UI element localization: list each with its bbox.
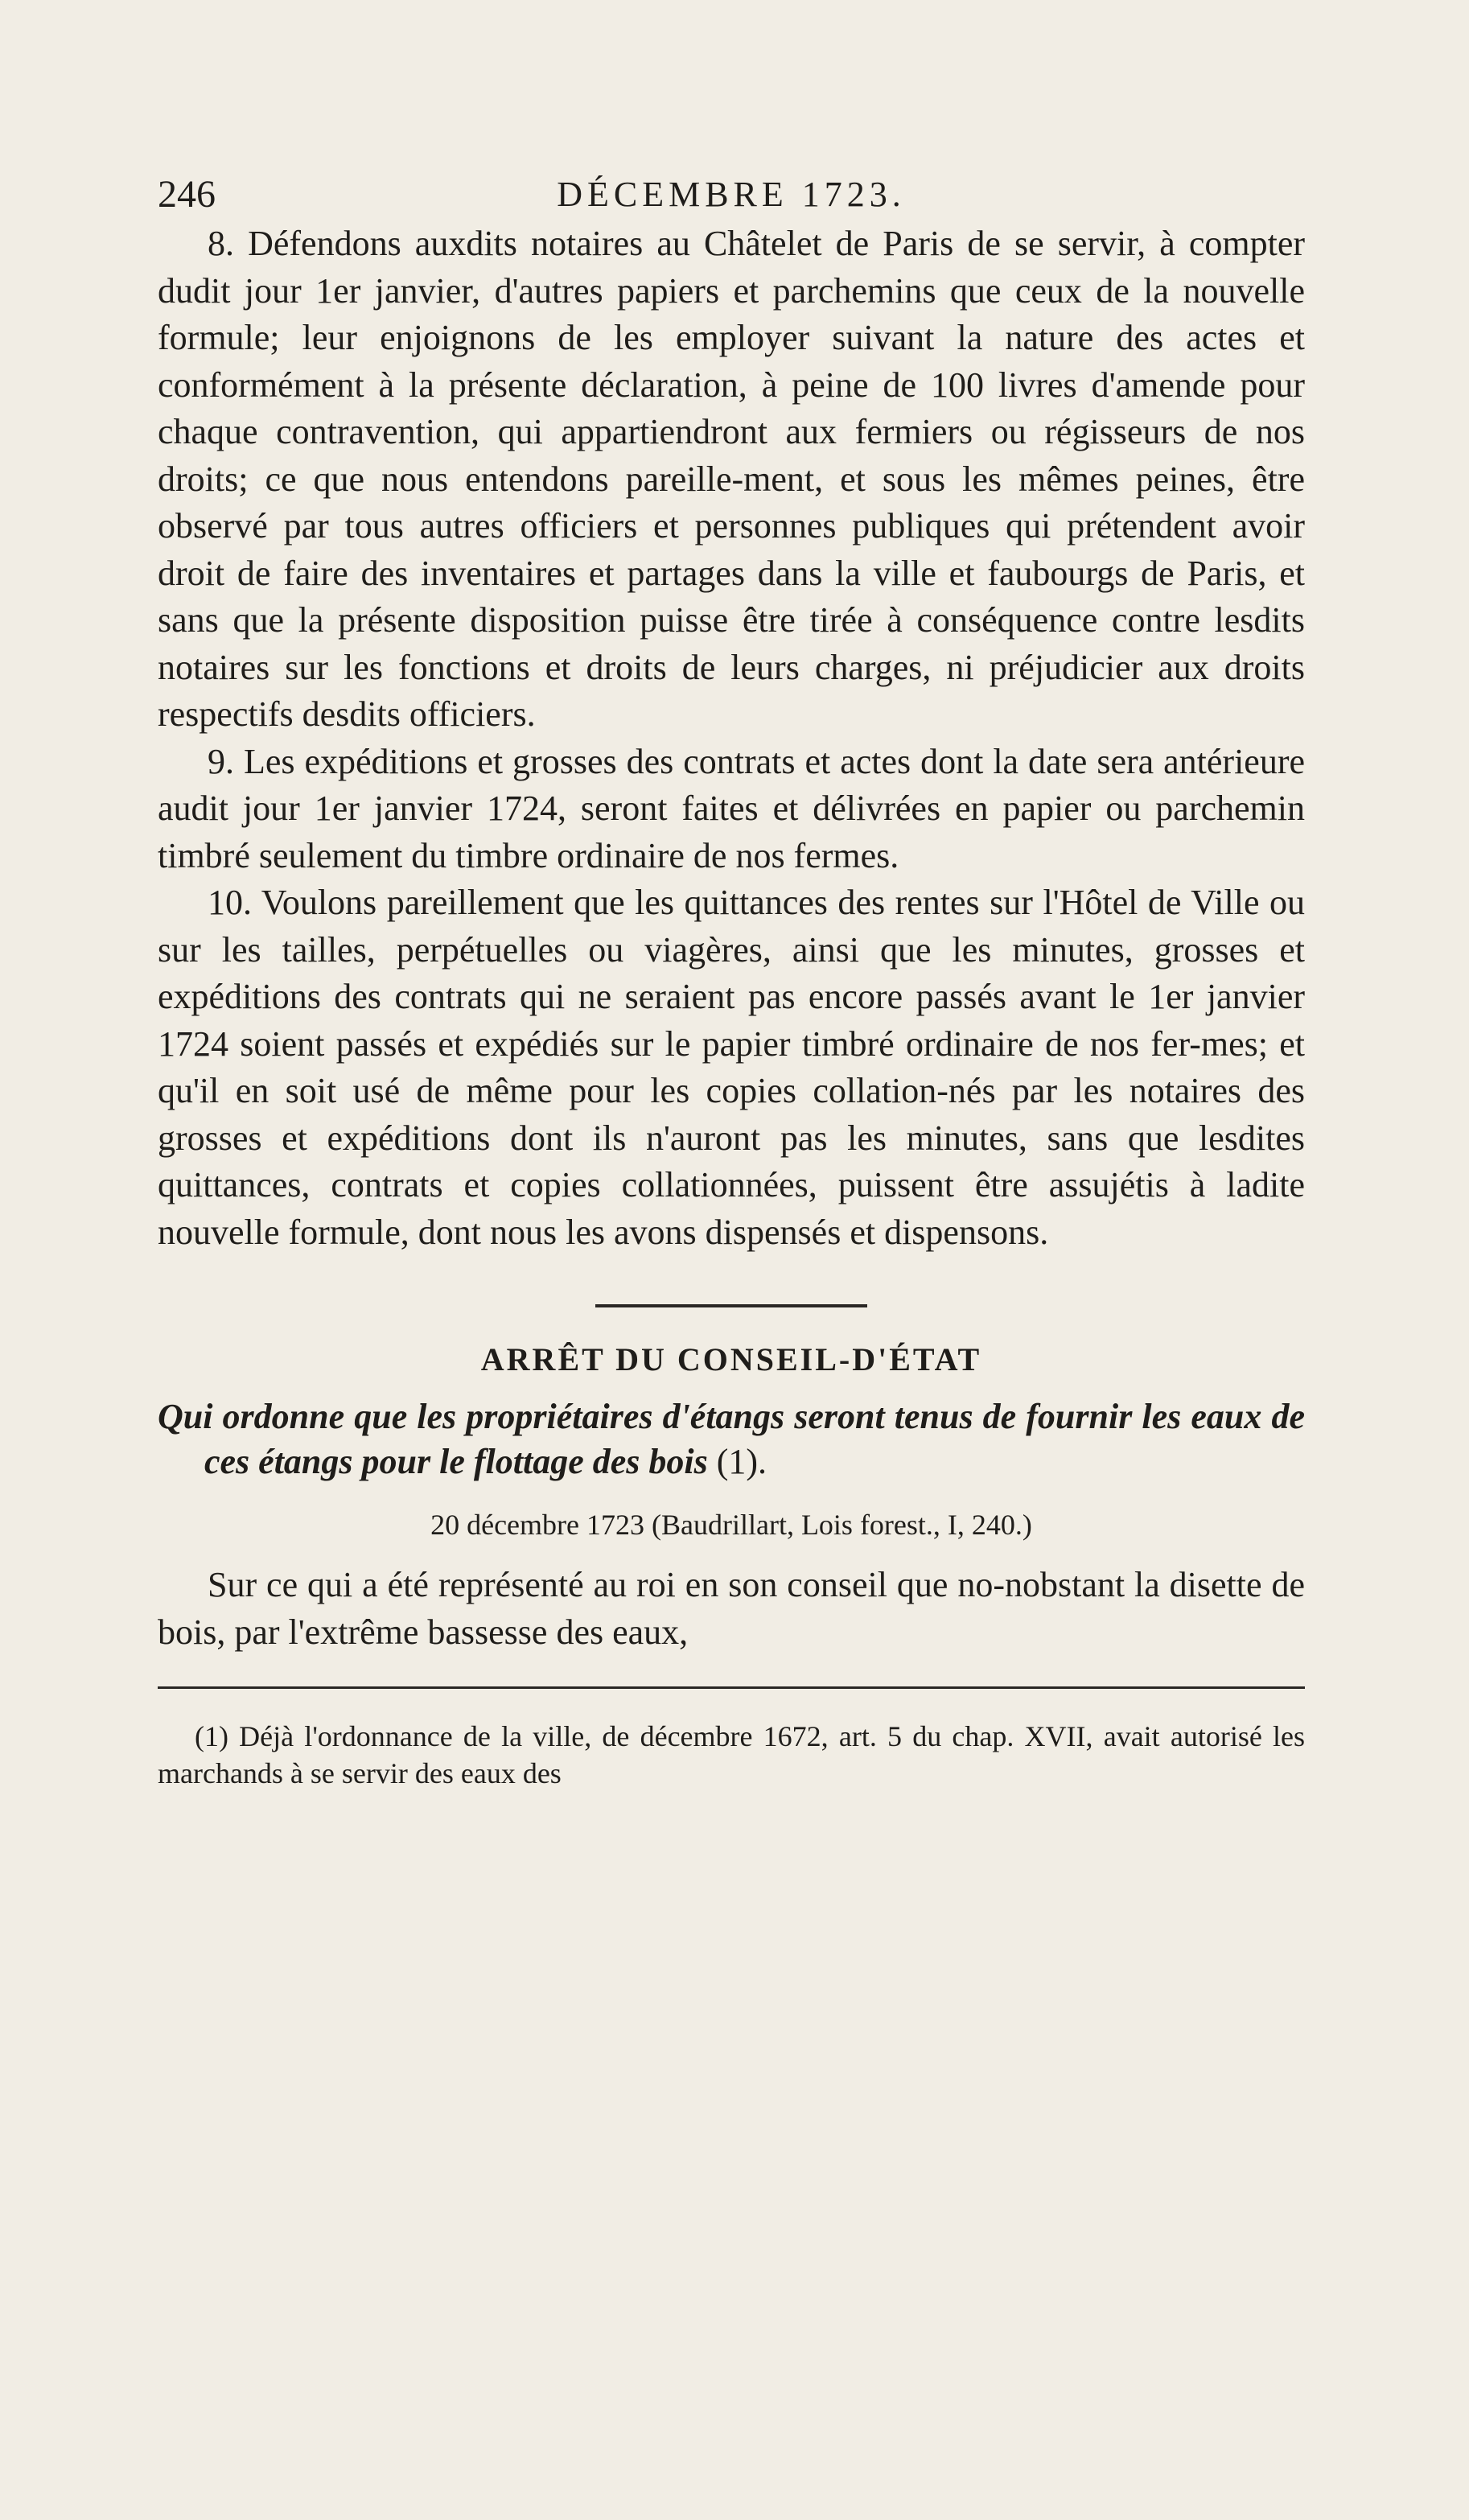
page-number: 246	[158, 173, 216, 216]
arret-first-paragraph: Sur ce qui a été représenté au roi en son conseil que no-nobstant la disette de bois, par l'extrême bassesse des eaux,	[158, 1565, 1305, 1652]
footnote-reference: (1).	[716, 1442, 767, 1481]
body-text	[158, 220, 1305, 1256]
article-8-paragraph: 8. Défendons auxdits notaires au Châtelet de Paris de se servir, à compter dudit jour 1er janvier, d'autres papiers et parchemins que ceux de la nouvelle formule; leur enjoignons de les employer suivant la nature des actes et conformément à la présente déclaration, à peine de 100 livres d'amende pour chaque contravention, qui appartiendront aux fermiers ou régisseurs de nos droits; ce que nous entendons pareille-ment, et sous les mêmes peines, être observé par tous autres officiers et personnes publiques qui prétendent avoir droit de faire des inventaires et partages dans la ville et faubourgs de Paris, et sans que la présente disposition puisse être tirée à conséquence contre lesdits notaires sur les fonctions et droits de leurs charges, ni préjudicier aux droits respectifs desdits officiers.	[158, 224, 1305, 734]
arret-subtitle-text: Qui ordonne que les propriétaires d'étangs seront tenus de fournir les eaux de ces étangs pour le flottage des bois	[158, 1397, 1305, 1481]
arret-date-line: 20 décembre 1723 (Baudrillart, Lois forest., I, 240.)	[430, 1509, 1032, 1541]
section-divider	[595, 1304, 867, 1307]
running-head	[158, 169, 1305, 220]
article-9-paragraph: 9. Les expéditions et grosses des contrats et actes dont la date sera antérieure audit jour 1er janvier 1724, seront faites et délivrées en papier ou parchemin timbré seulement du timbre ordinaire de nos fermes.	[158, 741, 1305, 875]
article-10-paragraph: 10. Voulons pareillement que les quittances des rentes sur l'Hôtel de Ville ou sur les tailles, perpétuelles ou viagères, ainsi que les minutes, grosses et expéditions des contrats qui ne seraient pas encore passés avant le 1er janvier 1724 soient passés et expédiés sur le papier timbré ordinaire de nos fer-mes; et qu'il en soit usé de même pour les copies collation-nés par les notaires des grosses et expéditions dont ils n'auront pas les minutes, sans que lesdites quittances, contrats et copies collationnées, puissent être assujétis à ladite nouvelle formule, dont nous les avons dispensés et dispensons.	[158, 883, 1305, 1252]
arret-subtitle	[158, 1394, 1305, 1484]
footnote-separator	[158, 1686, 1305, 1689]
book-page	[158, 169, 1305, 1792]
arret-title: ARRÊT DU CONSEIL-D'ÉTAT	[480, 1341, 982, 1377]
running-title: DÉCEMBRE 1723.	[557, 175, 906, 214]
footnote: (1) Déjà l'ordonnance de la ville, de décembre 1672, art. 5 du chap. XVII, avait autorisé les marchands à se servir des eaux des	[158, 1720, 1305, 1789]
arret-body	[158, 1562, 1305, 1656]
